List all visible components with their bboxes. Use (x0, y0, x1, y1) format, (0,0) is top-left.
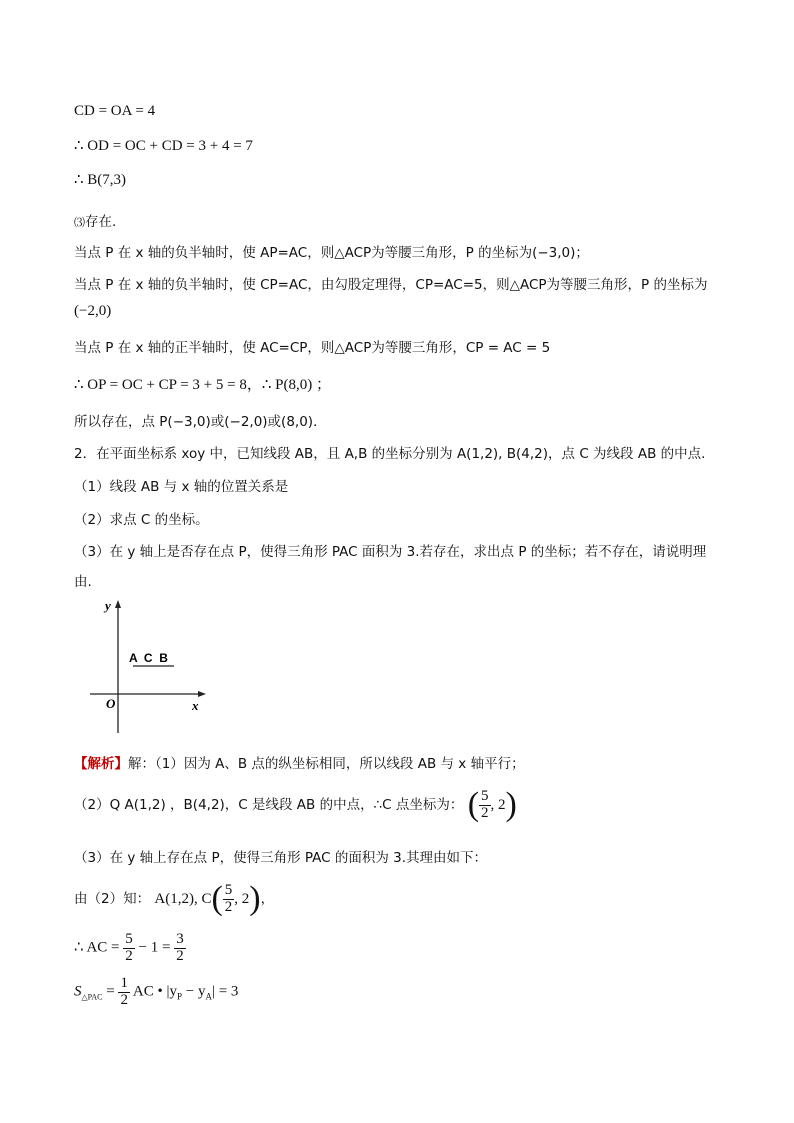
equation-od: ∴ OD = OC + CD = 3 + 4 = 7 (74, 138, 253, 154)
solution-part-3: （3）在 y 轴上存在点 P，使得三角形 PAC 的面积为 3.其理由如下： (74, 850, 488, 866)
question-2-part-2: （2）求点 C 的坐标。 (74, 512, 209, 528)
coordinate-figure (88, 598, 218, 738)
part-number: ⑶ (74, 216, 85, 229)
solution-2-text: （2）Q A(1,2) ，B(4,2)，C 是线段 AB 的中点，∴C 点坐标为： (74, 797, 464, 813)
question-2-part-1: （1）线段 AB 与 x 轴的位置关系是 (74, 479, 289, 495)
case-1-text: 当点 P 在 x 轴的负半轴时，使 AP=AC，则△ACP为等腰三角形，P 的坐标为(−3,0)； (74, 245, 589, 261)
equation-cd: CD = OA = 4 (74, 103, 156, 119)
part3-heading (74, 210, 116, 230)
x-axis-label: x (192, 698, 199, 713)
solution-1-text: 解：（1）因为 A、B 点的纵坐标相同，所以线段 AB 与 x 轴平行； (128, 756, 525, 772)
part3-text: 存在. (85, 214, 117, 230)
question-2-stem: 2．在平面坐标系 xoy 中，已知线段 AB，且 A,B 的坐标分别为 A(1,2), B(4,2)，点 C 为线段 AB 的中点. (74, 446, 706, 462)
point-b-result: ∴ B(7,3) (74, 172, 127, 188)
case-3-result: ∴ OP = OC + CP = 3 + 5 = 8，∴ P(8,0) ； (74, 377, 331, 393)
case-2-text: 当点 P 在 x 轴的负半轴时，使 CP=AC，由勾股定理得，CP=AC=5，则△ACP为等腰三角形，P 的坐标为 (74, 277, 708, 293)
y-axis-arrow (115, 600, 121, 608)
equation-ac: ∴ AC = $\frac{5}{2}$ − 1 = $\frac{3}{2}$ (74, 931, 184, 964)
solution-part-1 (74, 752, 525, 772)
point-labels: A C B (129, 651, 168, 665)
case-2-coordinate: (−2,0) (74, 303, 112, 319)
x-axis-arrow (198, 691, 206, 697)
question-2-part-3: （3）在 y 轴上是否存在点 P，使得三角形 PAC 面积为 3.若存在，求出点 P 的坐标；若不存在，请说明理 (74, 544, 707, 560)
y-axis-label: y (105, 598, 111, 613)
origin-label: O (106, 696, 116, 711)
case-3-text: 当点 P 在 x 轴的正半轴时，使 AC=CP，则△ACP为等腰三角形，CP = AC = 5 (74, 340, 551, 356)
analysis-tag: 【解析】 (74, 756, 128, 772)
conclusion-text: 所以存在，点 P(−3,0)或(−2,0)或(8,0)． (74, 414, 327, 430)
known-prefix: 由（2）知： (74, 891, 151, 907)
known-points: A(1,2), C (154, 891, 212, 907)
fraction-5-over-2: $\frac{5}{2}$ (481, 787, 489, 821)
equation-area: $S_{\triangle PAC}$ = $\frac{1}{2}$ AC • $|y_P - y_A| = 3$ (74, 975, 239, 1008)
solution-known: 由（2）知： A(1,2), C( $\frac{5}{2}$ , 2)， (74, 880, 275, 917)
solution-part-2: （2）Q A(1,2) ，B(4,2)，C 是线段 AB 的中点，∴C 点坐标为： ( $\frac{5}{2}$ , 2) (74, 786, 517, 823)
question-2-part-3-cont: 由. (74, 574, 92, 590)
